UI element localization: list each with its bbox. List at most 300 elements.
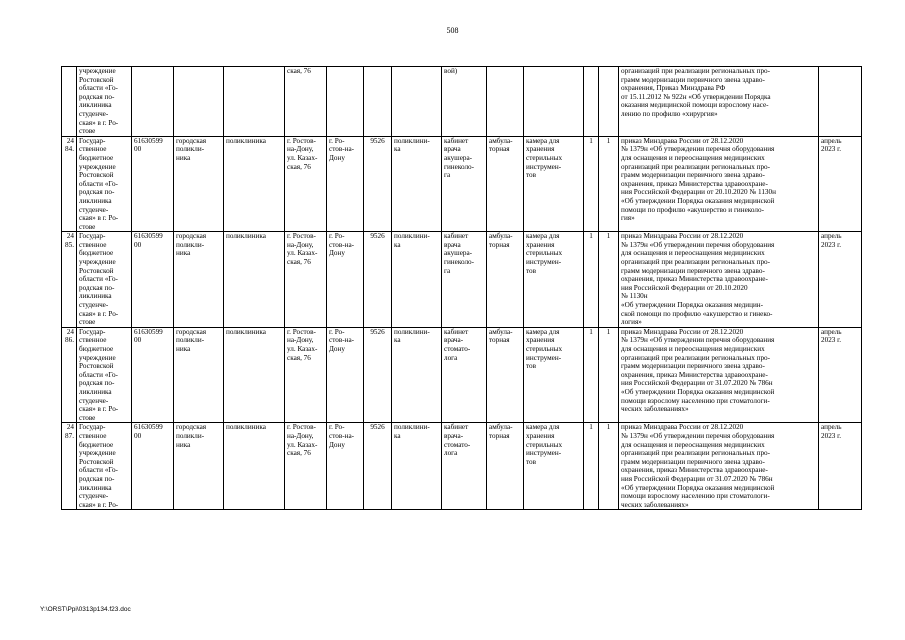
text-line: учреждение <box>79 449 116 458</box>
cell-equipment <box>524 327 584 423</box>
text-line: стов-на- <box>329 145 355 154</box>
text-line: торная <box>489 240 510 249</box>
text-line: ликлиника <box>79 101 112 110</box>
text-line: ул. Казах- <box>287 440 318 449</box>
text-line: камера для <box>526 327 560 336</box>
cell-date <box>819 136 862 232</box>
text-line: области «Го- <box>79 370 118 379</box>
text-line: хранения <box>526 431 555 440</box>
cell-facility <box>224 232 285 328</box>
text-line: ул. Казах- <box>287 153 318 162</box>
text-line: амбула- <box>489 327 513 336</box>
text-line: учреждение <box>79 162 116 171</box>
cell-address <box>285 327 327 423</box>
text-line: стове <box>79 222 96 231</box>
cell-room <box>442 423 487 510</box>
text-line: грамм модернизации первичного звена здраво- <box>621 266 765 275</box>
text-line: торная <box>489 336 510 345</box>
text-line: 2023 г. <box>821 145 842 154</box>
text-line: учреждение <box>79 67 116 75</box>
cell-equipment <box>524 423 584 510</box>
cell-org <box>77 327 132 423</box>
text-line: апрель <box>821 136 842 145</box>
text-line: бюджетное <box>79 345 114 353</box>
text-line: 61630599 <box>134 423 163 432</box>
text-line: ликлиника <box>79 483 112 492</box>
text-line: № 1379н «Об утверждении перечня оборудования <box>621 336 775 345</box>
cell-qty1: 1 <box>584 327 599 423</box>
text-line: поликлини- <box>394 423 430 432</box>
text-line: № 1379н «Об утверждении перечня оборудования <box>621 431 775 440</box>
text-line: студенче- <box>79 492 109 501</box>
cell-equipment <box>524 67 584 137</box>
text-line: логия» <box>621 318 642 327</box>
text-line: грамм модернизации первичного звена здраво- <box>621 457 765 466</box>
text-line: ка <box>394 431 401 440</box>
cell-unit <box>392 423 442 510</box>
text-line: стомато- <box>444 440 471 449</box>
cell-basis <box>619 232 819 328</box>
text-line: г. Ростов- <box>287 136 316 145</box>
text-line: ственное <box>79 145 107 154</box>
text-line: № 1379н «Об утверждении перечня оборудования <box>621 240 775 249</box>
text-line: Ростовской <box>79 266 114 275</box>
cell-city <box>327 67 364 137</box>
text-line: Ростовской <box>79 362 114 371</box>
text-line: торная <box>489 431 510 440</box>
cell-code <box>132 327 174 423</box>
text-line: лога <box>444 449 458 458</box>
text-line: г. Ро- <box>329 136 345 145</box>
text-line: для оснащения и переоснащения медицинских <box>621 249 765 258</box>
cell-qty2 <box>599 67 619 137</box>
text-line: студенче- <box>79 301 109 310</box>
text-line: учреждение <box>79 353 116 362</box>
cell-room <box>442 136 487 232</box>
text-line: апрель <box>821 327 842 336</box>
text-line: поликлини- <box>394 232 430 241</box>
text-line: поликлини- <box>394 136 430 145</box>
cell-qty1: 1 <box>584 423 599 510</box>
cell-org <box>77 136 132 232</box>
text-line: гинеколо- <box>444 162 475 171</box>
text-line: ская» в г. Ро- <box>79 214 119 223</box>
text-line: родская по- <box>79 379 115 388</box>
text-line: инструмен- <box>526 449 562 458</box>
cell-city <box>327 423 364 510</box>
text-line: приказ Минздрава России от 28.12.2020 <box>621 136 744 145</box>
text-line: ликлиника <box>79 292 112 301</box>
text-line: ственное <box>79 240 107 249</box>
footer-file-path: Y:\ORST\Ppi\0313p134.f23.doc <box>40 606 131 613</box>
text-line: г. Ростов- <box>287 327 316 336</box>
cell-type <box>174 423 224 510</box>
text-line: Дону <box>329 345 345 353</box>
text-line: поликлиника <box>226 327 266 336</box>
cell-date <box>819 232 862 328</box>
text-line: 61630599 <box>134 232 163 241</box>
text-line: хранения <box>526 336 555 345</box>
cell-qty2: 1 <box>599 136 619 232</box>
text-line: 2023 г. <box>821 240 842 249</box>
text-line: Дону <box>329 249 345 258</box>
text-line: области «Го- <box>79 84 118 93</box>
text-line: амбула- <box>489 136 513 145</box>
cell-num <box>62 67 77 137</box>
text-line: г. Ро- <box>329 423 345 432</box>
text-line: помощи взрослому населению при стоматологи- <box>621 492 770 501</box>
text-line: области «Го- <box>79 179 118 188</box>
text-line: камера для <box>526 423 560 432</box>
text-line: приказ Минздрава России от 28.12.2020 <box>621 423 744 432</box>
text-line: охранения, приказ Министерства здравоохране- <box>621 179 768 188</box>
text-line: поликлиника <box>226 136 266 145</box>
text-line: камера для <box>526 136 560 145</box>
text-line: ственное <box>79 336 107 345</box>
text-line: № 1130н <box>621 292 648 301</box>
text-line: городская <box>176 232 207 241</box>
text-line: акушера- <box>444 153 473 162</box>
cell-code <box>132 423 174 510</box>
text-line: ская» в г. Ро- <box>79 309 119 318</box>
cell-num: 2487. <box>62 423 77 510</box>
text-line: охранения, приказ Министерства здравоохране- <box>621 370 768 379</box>
text-line: лога <box>444 353 458 362</box>
text-line: кабинет <box>444 423 469 432</box>
text-line: Государ- <box>79 232 106 241</box>
text-line: бюджетное <box>79 249 114 258</box>
text-line: на-Дону, <box>287 145 314 154</box>
cell-type <box>174 136 224 232</box>
text-line: поликлиника <box>226 232 266 241</box>
text-line: стов-на- <box>329 431 355 440</box>
cell-room <box>442 327 487 423</box>
text-line: апрель <box>821 423 842 432</box>
text-line: Ростовской <box>79 457 114 466</box>
page-number: 508 <box>446 26 459 35</box>
cell-unit <box>392 136 442 232</box>
text-line: ул. Казах- <box>287 249 318 258</box>
cell-oktmo <box>364 67 392 137</box>
text-line: стов-на- <box>329 336 355 345</box>
text-line: организаций при реализации региональных про- <box>621 162 771 171</box>
text-line: инструмен- <box>526 162 562 171</box>
text-line: врача- <box>444 336 464 345</box>
table-row <box>62 136 862 232</box>
text-line: 00 <box>134 336 142 345</box>
text-line: врача <box>444 240 461 249</box>
text-line: амбула- <box>489 423 513 432</box>
text-line: на-Дону, <box>287 336 314 345</box>
text-line: Государ- <box>79 423 106 432</box>
text-line: инструмен- <box>526 258 562 267</box>
text-line: организаций при реализации региональных про- <box>621 449 771 458</box>
text-line: для оснащения и переоснащения медицинских <box>621 345 765 353</box>
text-line: ния Российской Федерации от 20.10.2020 <box>621 283 748 292</box>
text-line: 61630599 <box>134 327 163 336</box>
text-line: тов <box>526 457 537 466</box>
cell-oktmo: 9526 <box>364 423 392 510</box>
text-line: врача <box>444 145 461 154</box>
text-line: ка <box>394 336 401 345</box>
text-line: кабинет <box>444 136 469 145</box>
text-line: ника <box>176 345 191 353</box>
cell-qty1 <box>584 67 599 137</box>
text-line: 61630599 <box>134 136 163 145</box>
text-line: хранения <box>526 145 555 154</box>
text-line: камера для <box>526 232 560 241</box>
cell-address <box>285 136 327 232</box>
text-line: «Об утверждении Порядка оказания медицинской <box>621 387 775 396</box>
text-line: 00 <box>134 431 142 440</box>
cell-care <box>487 67 524 137</box>
text-line: 00 <box>134 145 142 154</box>
text-line: стерильных <box>526 440 563 449</box>
text-line: поликли- <box>176 431 205 440</box>
text-line: поликли- <box>176 145 205 154</box>
text-line: Ростовской <box>79 171 114 180</box>
text-line: бюджетное <box>79 153 114 162</box>
cell-code <box>132 232 174 328</box>
text-line: тов <box>526 362 537 371</box>
text-line: грамм модернизации первичного звена здраво- <box>621 362 765 371</box>
text-line: городская <box>176 327 207 336</box>
cell-oktmo: 9526 <box>364 232 392 328</box>
text-line: стерильных <box>526 153 563 162</box>
text-line: ской помощи по профилю «акушерство и гинеко- <box>621 309 773 318</box>
text-line: ская» в г. Ро- <box>79 118 119 127</box>
text-line: врача- <box>444 431 464 440</box>
cell-basis <box>619 327 819 423</box>
equipment-table <box>61 66 862 510</box>
cell-city <box>327 136 364 232</box>
text-line: стерильных <box>526 249 563 258</box>
text-line: городская <box>176 136 207 145</box>
text-line: области «Го- <box>79 466 118 475</box>
text-line: охранения, приказ Министерства здравоохране- <box>621 275 768 284</box>
cell-city <box>327 232 364 328</box>
cell-basis <box>619 67 819 137</box>
text-line: Ростовской <box>79 75 114 84</box>
text-line: кабинет <box>444 232 469 241</box>
text-line: га <box>444 266 451 275</box>
text-line: Государ- <box>79 327 106 336</box>
cell-code <box>132 136 174 232</box>
text-line: грамм модернизации первичного звена здраво- <box>621 75 765 84</box>
text-line: стове <box>79 127 96 136</box>
continuation-row <box>62 67 862 137</box>
text-line: апрель <box>821 232 842 241</box>
text-line: ская» в г. Ро- <box>79 405 119 414</box>
text-line: г. Ро- <box>329 327 345 336</box>
cell-date <box>819 423 862 510</box>
text-line: г. Ро- <box>329 232 345 241</box>
text-line: тов <box>526 171 537 180</box>
cell-basis <box>619 423 819 510</box>
cell-qty2: 1 <box>599 327 619 423</box>
cell-type <box>174 327 224 423</box>
cell-care <box>487 327 524 423</box>
cell-org <box>77 423 132 510</box>
table-row <box>62 327 862 423</box>
text-line: охранения, Приказ Минздрава РФ <box>621 84 726 93</box>
text-line: родская по- <box>79 92 115 101</box>
text-line: инструмен- <box>526 353 562 362</box>
text-line: ул. Казах- <box>287 345 318 353</box>
cell-address <box>285 423 327 510</box>
text-line: ния Российской Федерации от 31.07.2020 № 786н <box>621 379 773 388</box>
cell-care <box>487 232 524 328</box>
text-line: г. Ростов- <box>287 423 316 432</box>
text-line: поликлиника <box>226 423 266 432</box>
text-line: бюджетное <box>79 440 114 449</box>
text-line: торная <box>489 145 510 154</box>
text-line: ская, 76 <box>287 258 311 267</box>
cell-qty1: 1 <box>584 232 599 328</box>
text-line: приказ Минздрава России от 28.12.2020 <box>621 327 744 336</box>
text-line: 2023 г. <box>821 431 842 440</box>
text-line: учреждение <box>79 258 116 267</box>
text-line: организаций при реализации региональных про- <box>621 353 771 362</box>
text-line: тов <box>526 266 537 275</box>
text-line: родская по- <box>79 474 115 483</box>
text-line: оказания медицинской помощи взрослому насе- <box>621 101 769 110</box>
text-line: ликлиника <box>79 196 112 205</box>
table-row <box>62 232 862 328</box>
cell-room <box>442 67 487 137</box>
text-line: гинеколо- <box>444 258 475 267</box>
text-line: для оснащения и переоснащения медицинских <box>621 153 765 162</box>
cell-city <box>327 327 364 423</box>
text-line: 00 <box>134 240 142 249</box>
text-line: хранения <box>526 240 555 249</box>
text-line: вой) <box>444 67 458 75</box>
cell-org <box>77 67 132 137</box>
text-line: Дону <box>329 440 345 449</box>
text-line: ская» в г. Ро- <box>79 500 119 509</box>
text-line: лению по профилю «хирургия» <box>621 109 718 118</box>
text-line: ния Российской Федерации от 20.10.2020 № 1130н <box>621 188 776 197</box>
text-line: организаций при реализации региональных про- <box>621 258 771 267</box>
cell-address <box>285 67 327 137</box>
text-line: для оснащения и переоснащения медицинских <box>621 440 765 449</box>
text-line: гия» <box>621 214 635 223</box>
text-line: Государ- <box>79 136 106 145</box>
cell-oktmo: 9526 <box>364 327 392 423</box>
text-line: амбула- <box>489 232 513 241</box>
text-line: родская по- <box>79 188 115 197</box>
cell-facility <box>224 136 285 232</box>
text-line: приказ Минздрава России от 28.12.2020 <box>621 232 744 241</box>
cell-code <box>132 67 174 137</box>
cell-date <box>819 67 862 137</box>
text-line: от 15.11.2012 № 922н «Об утверждении Порядка <box>621 92 771 101</box>
cell-num: 2486. <box>62 327 77 423</box>
text-line: ческих заболеваниях» <box>621 405 689 414</box>
text-line: ская, 76 <box>287 353 311 362</box>
text-line: ка <box>394 240 401 249</box>
cell-unit <box>392 327 442 423</box>
cell-care <box>487 136 524 232</box>
text-line: ственное <box>79 431 107 440</box>
text-line: 2023 г. <box>821 336 842 345</box>
cell-unit <box>392 232 442 328</box>
text-line: Дону <box>329 153 345 162</box>
text-line: ника <box>176 440 191 449</box>
text-line: ческих заболеваниях» <box>621 500 689 509</box>
text-line: ская, 76 <box>287 162 311 171</box>
text-line: стерильных <box>526 345 563 353</box>
cell-org <box>77 232 132 328</box>
text-line: студенче- <box>79 109 109 118</box>
text-line: г. Ростов- <box>287 232 316 241</box>
text-line: стове <box>79 318 96 327</box>
cell-unit <box>392 67 442 137</box>
text-line: ния Российской Федерации от 31.07.2020 № 786н <box>621 474 773 483</box>
text-line: стомато- <box>444 345 471 353</box>
text-line: № 1379н «Об утверждении перечня оборудования <box>621 145 775 154</box>
text-line: ника <box>176 249 191 258</box>
text-line: акушера- <box>444 249 473 258</box>
cell-type <box>174 67 224 137</box>
text-line: ликлиника <box>79 387 112 396</box>
text-line: городская <box>176 423 207 432</box>
table-row <box>62 423 862 510</box>
cell-address <box>285 232 327 328</box>
cell-basis <box>619 136 819 232</box>
text-line: области «Го- <box>79 275 118 284</box>
text-line: кабинет <box>444 327 469 336</box>
cell-facility <box>224 423 285 510</box>
text-line: ка <box>394 145 401 154</box>
text-line: грамм модернизации первичного звена здраво- <box>621 171 765 180</box>
text-line: поликли- <box>176 240 205 249</box>
text-line: помощи взрослому населению при стоматологи- <box>621 396 770 405</box>
text-line: студенче- <box>79 205 109 214</box>
text-line: ская, 76 <box>287 449 311 458</box>
cell-room <box>442 232 487 328</box>
text-line: «Об утверждении Порядка оказания медицин- <box>621 301 764 310</box>
text-line: студенче- <box>79 396 109 405</box>
text-line: охранения, приказ Министерства здравоохране- <box>621 466 768 475</box>
text-line: ская, 76 <box>287 67 311 75</box>
text-line: стове <box>79 413 96 422</box>
text-line: стов-на- <box>329 240 355 249</box>
text-line: на-Дону, <box>287 240 314 249</box>
text-line: поликлини- <box>394 327 430 336</box>
cell-facility <box>224 67 285 137</box>
text-line: организаций при реализации региональных про- <box>621 67 771 75</box>
text-line: ника <box>176 153 191 162</box>
text-line: «Об утверждении Порядка оказания медицинской <box>621 196 775 205</box>
cell-qty1: 1 <box>584 136 599 232</box>
text-line: на-Дону, <box>287 431 314 440</box>
cell-care <box>487 423 524 510</box>
cell-qty2: 1 <box>599 423 619 510</box>
text-line: помощи по профилю «акушерство и гинеколо- <box>621 205 764 214</box>
cell-equipment <box>524 136 584 232</box>
cell-oktmo: 9526 <box>364 136 392 232</box>
cell-num: 2485. <box>62 232 77 328</box>
text-line: «Об утверждении Порядка оказания медицинской <box>621 483 775 492</box>
cell-qty2: 1 <box>599 232 619 328</box>
cell-date <box>819 327 862 423</box>
cell-facility <box>224 327 285 423</box>
text-line: родская по- <box>79 283 115 292</box>
text-line: поликли- <box>176 336 205 345</box>
text-line: га <box>444 171 451 180</box>
cell-num: 2484. <box>62 136 77 232</box>
